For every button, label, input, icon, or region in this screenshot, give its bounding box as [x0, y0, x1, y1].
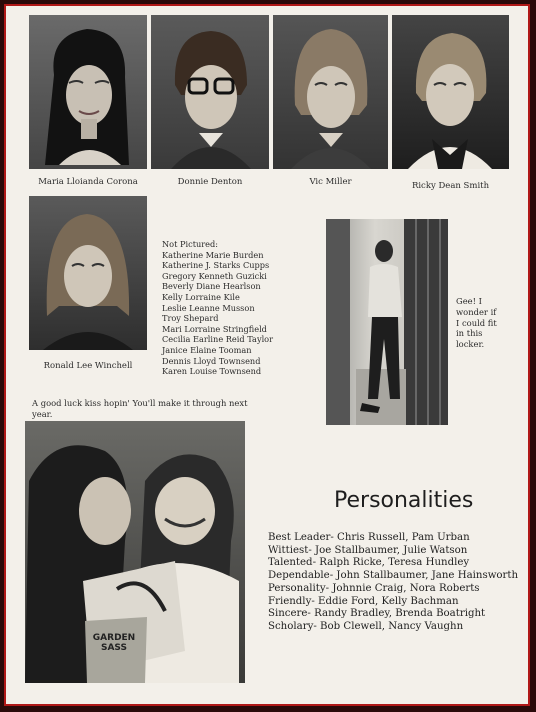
not-pictured-name: Katherine J. Starks Cupps — [162, 260, 270, 271]
portrait-photo-donnie-denton — [151, 15, 269, 169]
locker-caption-line: wonder if — [456, 306, 497, 317]
personality-line: Talented- Ralph Ricke, Teresa Hundley — [268, 557, 470, 569]
not-pictured-name: Gregory Kenneth Guzicki — [162, 270, 267, 281]
portrait-caption: Maria Lloianda Corona — [38, 177, 138, 187]
not-pictured-name: Kelly Lorraine Kile — [162, 291, 240, 302]
not-pictured-name: Mari Lorraine Stringfield — [162, 323, 267, 334]
not-pictured-list — [162, 239, 273, 377]
yearbook-page — [4, 4, 530, 706]
not-pictured-heading: Not Pictured: — [162, 239, 219, 249]
portrait-caption: Donnie Denton — [177, 177, 243, 187]
portrait-photo-ronald-winchell — [29, 196, 147, 350]
personality-line: Dependable- John Stallbaumer, Jane Hainsworth — [268, 570, 519, 582]
personality-line: Best Leader- Chris Russell, Pam Urban — [268, 532, 470, 543]
personalities-list — [268, 532, 518, 634]
personalities-title: Personalities — [334, 488, 474, 513]
personality-line: Friendly- Eddie Ford, Kelly Bachman — [268, 595, 459, 607]
not-pictured-name: Karen Louise Townsend — [162, 366, 262, 377]
not-pictured-name: Troy Shepard — [162, 313, 219, 324]
not-pictured-name: Leslie Leanne Musson — [162, 302, 255, 313]
personality-line: Scholary- Bob Clewell, Nancy Vaughn — [268, 620, 464, 632]
not-pictured-name: Dennis Lloyd Townsend — [162, 355, 261, 366]
not-pictured-name: Beverly Diane Hearlson — [162, 281, 261, 292]
personality-line: Wittiest- Joe Stallbaumer, Julie Watson — [268, 544, 468, 556]
locker-caption-line: locker. — [456, 339, 485, 350]
book-cover-text: GARDEN SASS — [92, 633, 136, 653]
kiss-caption-line: A good luck kiss hopin' You'll make it through next — [32, 398, 248, 408]
portrait-caption: Ricky Dean Smith — [411, 181, 490, 191]
locker-caption — [456, 296, 516, 350]
portrait-photo-maria-corona — [29, 15, 147, 169]
portrait-photo-vic-miller — [273, 15, 388, 169]
kiss-caption-line: year. — [32, 408, 53, 419]
personality-line: Sincere- Randy Bradley, Brenda Boatright — [268, 608, 486, 620]
kiss-photo-caption — [32, 398, 262, 420]
locker-photo — [326, 219, 448, 425]
portrait-caption: Vic Miller — [309, 177, 352, 187]
portrait-caption: Ronald Lee Winchell — [43, 361, 133, 371]
personality-line: Personality- Johnnie Craig, Nora Roberts — [268, 582, 480, 594]
locker-caption-line: Gee! I — [456, 296, 482, 306]
locker-caption-line: in this — [456, 328, 483, 339]
not-pictured-name: Cecilia Earline Reid Taylor — [162, 334, 274, 345]
locker-caption-line: I could fit — [456, 317, 497, 328]
portrait-photo-ricky-smith — [392, 15, 509, 169]
not-pictured-name: Janice Elaine Tooman — [162, 344, 252, 355]
kiss-photo — [25, 421, 245, 683]
not-pictured-name: Katherine Marie Burden — [162, 249, 264, 260]
